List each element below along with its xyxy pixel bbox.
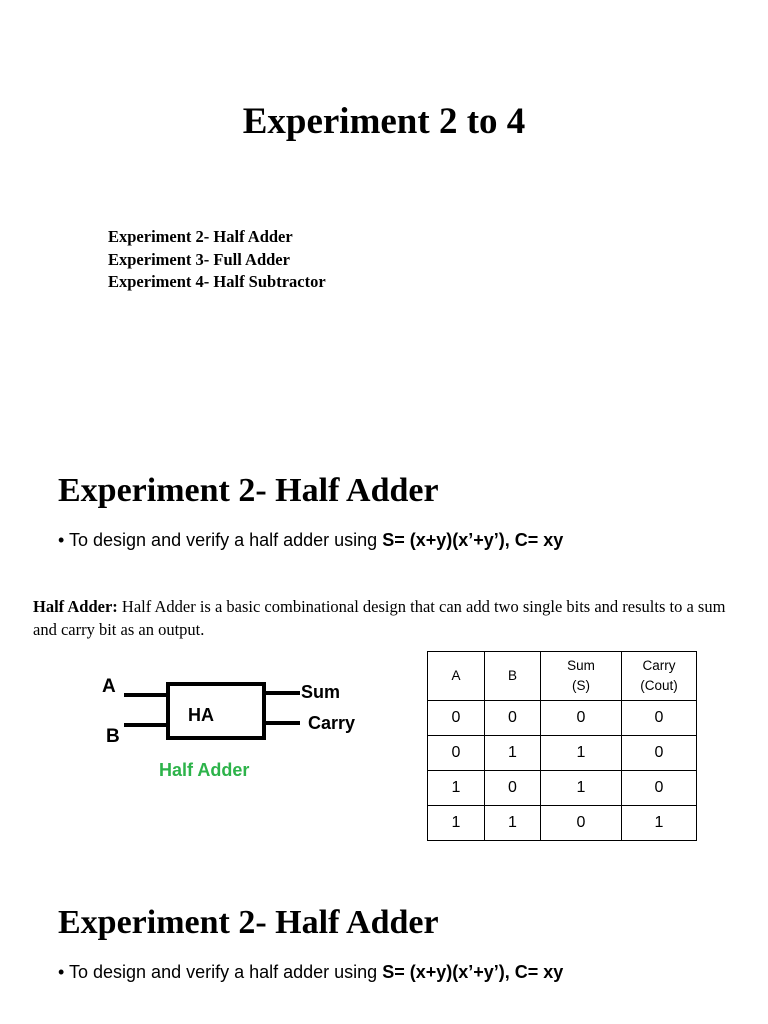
diagram-caption: Half Adder	[159, 760, 250, 780]
header-carry: Carry (Cout)	[622, 652, 697, 701]
table-cell: 0	[622, 736, 697, 771]
aim-bullet	[58, 962, 563, 983]
aim-formula: S= (x+y)(x’+y’), C= xy	[382, 530, 564, 550]
header-sum: Sum (S)	[541, 652, 622, 701]
table-row	[428, 771, 697, 806]
section-heading: Experiment 2- Half Adder	[58, 472, 439, 509]
table-row	[428, 806, 697, 841]
experiment-list-item: Experiment 3- Full Adder	[108, 249, 290, 269]
carry-output-label: Carry	[308, 713, 356, 733]
table-cell: 1	[428, 806, 485, 841]
table-cell: 1	[485, 736, 541, 771]
input-b-label: B	[106, 726, 120, 747]
table-cell: 1	[428, 771, 485, 806]
experiment-list-item: Experiment 4- Half Subtractor	[108, 272, 326, 291]
table-cell: 0	[428, 701, 485, 736]
bullet-icon: •	[58, 530, 65, 550]
table-cell: 0	[428, 736, 485, 771]
header-b: B	[485, 652, 541, 701]
bullet-icon: •	[58, 962, 65, 982]
aim-bullet	[58, 530, 563, 551]
table-row	[428, 736, 697, 771]
half-adder-description	[33, 595, 733, 641]
table-cell: 0	[485, 771, 541, 806]
table-cell: 0	[622, 701, 697, 736]
table-cell: 1	[541, 736, 622, 771]
description-text: Half Adder is a basic combinational design that can add two single bits and results to a sum and carry bit as an output.	[33, 597, 726, 639]
table-cell: 0	[541, 806, 622, 841]
table-cell: 0	[541, 701, 622, 736]
table-cell: 0	[485, 701, 541, 736]
header-a: A	[428, 652, 485, 701]
experiment-list	[108, 226, 326, 294]
slide-title: Experiment 2 to 4	[242, 101, 526, 142]
description-term: Half Adder:	[33, 597, 118, 616]
aim-text: To design and verify a half adder using	[69, 962, 383, 982]
ha-block	[168, 684, 264, 738]
half-adder-diagram	[96, 668, 372, 788]
table-cell: 1	[622, 806, 697, 841]
truth-table-header-row	[428, 652, 697, 701]
table-cell: 0	[622, 771, 697, 806]
input-a-label: A	[102, 676, 116, 697]
table-cell: 1	[485, 806, 541, 841]
experiment-list-item: Experiment 2- Half Adder	[108, 227, 293, 246]
sum-output-label: Sum	[301, 682, 341, 702]
table-cell: 1	[541, 771, 622, 806]
table-row	[428, 701, 697, 736]
truth-table	[427, 651, 697, 841]
section-heading: Experiment 2- Half Adder	[58, 904, 439, 941]
ha-block-label: HA	[188, 705, 214, 725]
aim-formula: S= (x+y)(x’+y’), C= xy	[382, 962, 564, 982]
aim-text: To design and verify a half adder using	[69, 530, 383, 550]
